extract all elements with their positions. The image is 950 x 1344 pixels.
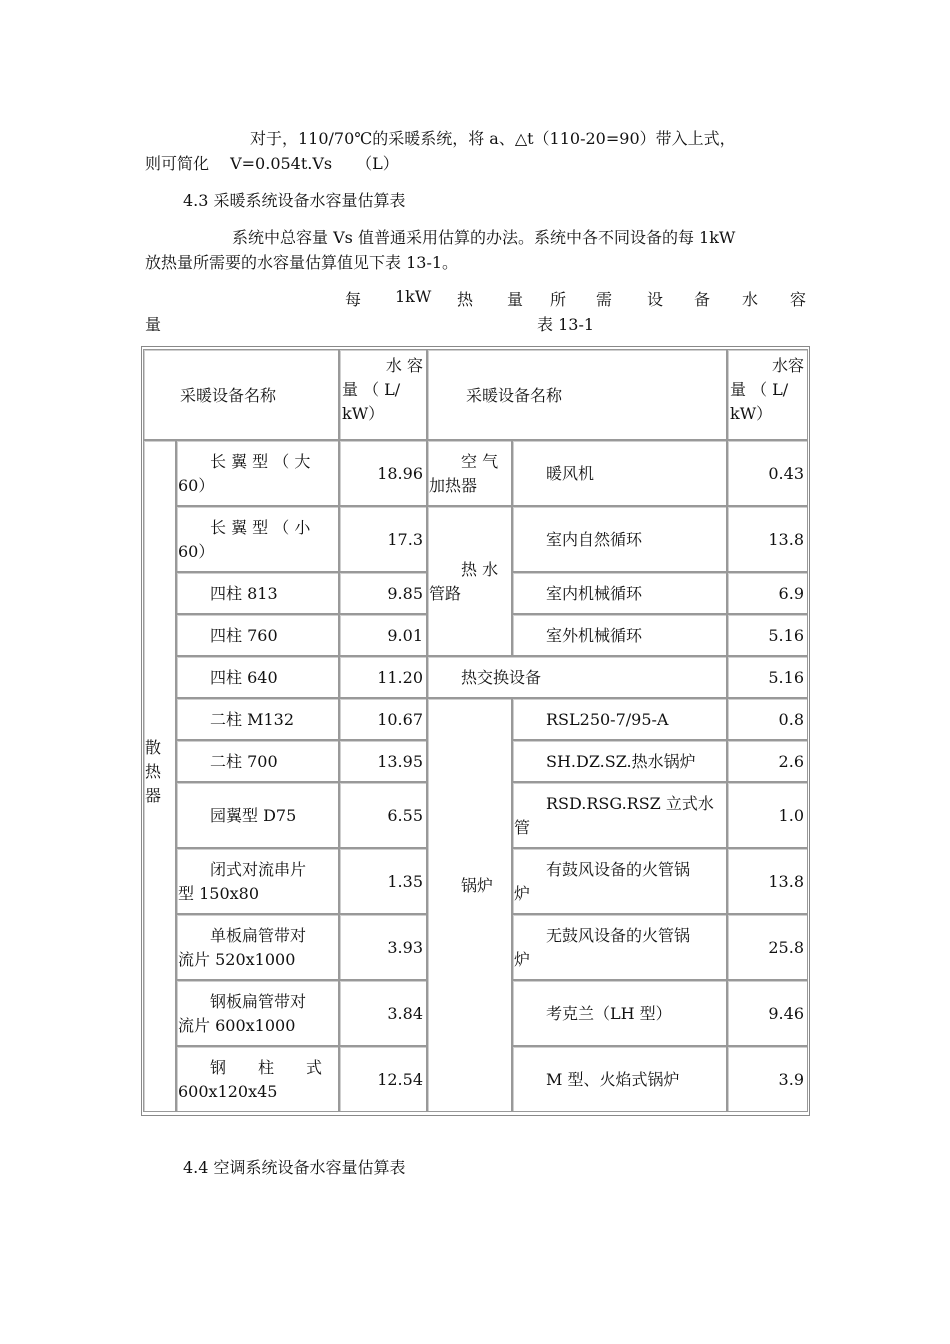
equipment-capacity-value: [727, 506, 808, 572]
radiator-capacity-value: [339, 614, 427, 656]
cell-value: 13.95: [377, 752, 423, 771]
group-radiator: [143, 440, 176, 1112]
cell-text-line: 钢 柱 式: [178, 1058, 323, 1077]
caption-char: 备: [694, 290, 711, 309]
group-label-char: 散: [145, 738, 162, 757]
header-label: kW）: [342, 404, 385, 423]
cell-text-line: 有鼓风设备的火管锅: [514, 860, 691, 879]
equipment-type-row: [512, 440, 727, 506]
radiator-type-row: [176, 656, 339, 698]
equipment-type-row: [512, 698, 727, 740]
radiator-capacity-value: [339, 980, 427, 1046]
radiator-type-row: [176, 914, 339, 980]
cell-value: 0.43: [768, 464, 804, 483]
equipment-capacity-value: [727, 740, 808, 782]
radiator-capacity-value: [339, 698, 427, 740]
header-label: 量 （ L/: [342, 380, 401, 399]
radiator-type-row: [176, 848, 339, 914]
radiator-type-row: [176, 980, 339, 1046]
cell-text-line: 室外机械循环: [514, 626, 643, 645]
cell-value: 11.20: [377, 668, 423, 687]
caption-char: 热: [457, 290, 474, 309]
intro-line-1: 对于，110/70℃的采暖系统，将 a、△t（110-20=90）带入上式，: [250, 129, 736, 148]
radiator-type-row: [176, 506, 339, 572]
cell-text-line: 型 150x80: [178, 884, 260, 903]
cell-text-line: RSL250-7/95-A: [514, 710, 669, 729]
cell-text-line: 钢板扁管带对: [178, 992, 307, 1011]
cell-value: 3.93: [387, 938, 423, 957]
cell-text-line: 二柱 M132: [178, 710, 295, 729]
cell-value: 17.3: [387, 530, 423, 549]
equipment-capacity-value: [727, 614, 808, 656]
equipment-capacity-value: [727, 698, 808, 740]
cell-text-line: 热 水: [429, 560, 499, 579]
cell-value: 25.8: [768, 938, 804, 957]
equipment-capacity-value: [727, 1046, 808, 1112]
cell-value: 13.8: [768, 872, 804, 891]
header-label: 水容: [771, 356, 804, 375]
cell-text-line: 管路: [429, 584, 462, 603]
caption-char: 容: [790, 290, 807, 309]
group-label: 锅炉: [429, 876, 494, 895]
caption-char: 水: [742, 290, 759, 309]
cell-value: 9.01: [387, 626, 423, 645]
cell-text-line: 二柱 700: [178, 752, 278, 771]
equipment-type-row: [512, 614, 727, 656]
cell-text-line: 600x120x45: [178, 1082, 278, 1101]
radiator-capacity-value: [339, 848, 427, 914]
radiator-capacity-value: [339, 506, 427, 572]
header-label: kW）: [730, 404, 773, 423]
equipment-capacity-value: [727, 572, 808, 614]
caption-char: 1kW: [395, 287, 432, 306]
caption-char: 所: [550, 290, 567, 309]
caption-char: 设: [647, 290, 664, 309]
cell-text-line: 长 翼 型 （ 小: [178, 518, 311, 537]
cell-value: 5.16: [768, 626, 804, 645]
cell-text-line: M 型、火焰式锅炉: [514, 1070, 680, 1089]
equipment-capacity-value: [727, 440, 808, 506]
cell-text-line: 四柱 760: [178, 626, 278, 645]
section-4-3-para-line-2: 放热量所需要的水容量估算值见下表 13-1。: [145, 253, 459, 272]
cell-text-line: 空 气: [429, 452, 499, 471]
equipment-type-row: [512, 848, 727, 914]
header-capacity-left: [339, 349, 427, 440]
cell-text-line: 四柱 640: [178, 668, 278, 687]
cell-text-line: 60）: [178, 542, 215, 561]
equipment-capacity-value: [727, 656, 808, 698]
section-4-4-heading: 4.4 空调系统设备水容量估算表: [183, 1158, 406, 1177]
cell-value: 6.55: [387, 806, 423, 825]
header-capacity-right: [727, 349, 808, 440]
equipment-capacity-value: [727, 782, 808, 848]
cell-value: 6.9: [778, 584, 804, 603]
radiator-capacity-value: [339, 572, 427, 614]
cell-text-line: 加热器: [429, 476, 478, 495]
cell-text-line: 考克兰（LH 型）: [514, 1004, 672, 1023]
radiator-type-row: [176, 614, 339, 656]
cell-value: 9.46: [768, 1004, 804, 1023]
group-boiler: [427, 698, 512, 1112]
equipment-type-row: [512, 572, 727, 614]
cell-text-line: SH.DZ.SZ.热水锅炉: [514, 752, 696, 771]
radiator-type-row: [176, 740, 339, 782]
group-heat-exchanger: [427, 656, 727, 698]
cell-value: 2.6: [778, 752, 804, 771]
section-4-3-para-line-1: 系统中总容量 Vs 值普通采用估算的办法。系统中各不同设备的每 1kW: [232, 228, 736, 247]
caption-char: 每: [345, 290, 362, 309]
cell-text-line: 室内机械循环: [514, 584, 643, 603]
radiator-capacity-value: [339, 914, 427, 980]
radiator-capacity-value: [339, 440, 427, 506]
cell-text-line: 流片 520x1000: [178, 950, 296, 969]
radiator-capacity-value: [339, 1046, 427, 1112]
table-caption-title-tail: 量: [145, 315, 162, 334]
cell-value: 10.67: [377, 710, 423, 729]
intro-line-2: 则可简化 V=0.054t.Vs （L）: [145, 154, 399, 173]
cell-text-line: RSD.RSG.RSZ 立式水: [514, 794, 714, 813]
equipment-type-row: [512, 914, 727, 980]
cell-value: 1.0: [778, 806, 804, 825]
cell-text-line: 管: [514, 818, 531, 837]
radiator-type-row: [176, 572, 339, 614]
cell-text-line: 炉: [514, 950, 531, 969]
radiator-capacity-value: [339, 740, 427, 782]
cell-value: 1.35: [387, 872, 423, 891]
radiator-capacity-value: [339, 782, 427, 848]
cell-value: 13.8: [768, 530, 804, 549]
equipment-type-row: [512, 506, 727, 572]
header-label: 采暖设备名称: [180, 385, 277, 405]
equipment-type-row: [512, 740, 727, 782]
section-4-3-heading: 4.3 采暖系统设备水容量估算表: [183, 191, 406, 210]
cell-text-line: 闭式对流串片: [178, 860, 307, 879]
cell-value: 12.54: [377, 1070, 423, 1089]
header-label: 采暖设备名称: [466, 385, 563, 405]
header-equipment-name-right: [427, 349, 727, 440]
cell-text-line: 60）: [178, 476, 215, 495]
cell-value: 9.85: [387, 584, 423, 603]
table-caption-number: 表 13-1: [537, 315, 595, 334]
group-label: 热交换设备: [429, 668, 542, 687]
cell-value: 18.96: [377, 464, 423, 483]
cell-value: 3.9: [778, 1070, 804, 1089]
cell-text-line: 暖风机: [514, 464, 595, 483]
cell-text-line: 四柱 813: [178, 584, 278, 603]
equipment-capacity-value: [727, 980, 808, 1046]
cell-text-line: 流片 600x1000: [178, 1016, 296, 1035]
radiator-capacity-value: [339, 656, 427, 698]
radiator-type-row: [176, 1046, 339, 1112]
cell-text-line: 单板扁管带对: [178, 926, 307, 945]
cell-value: 0.8: [778, 710, 804, 729]
cell-text-line: 长 翼 型 （ 大: [178, 452, 311, 471]
header-label: 量 （ L/: [730, 380, 789, 399]
equipment-type-row: [512, 980, 727, 1046]
equipment-capacity-value: [727, 914, 808, 980]
cell-value: 3.84: [387, 1004, 423, 1023]
equipment-type-row: [512, 782, 727, 848]
caption-char: 需: [596, 290, 613, 309]
radiator-type-row: [176, 698, 339, 740]
header-label: 水 容: [385, 356, 423, 375]
group-air-heater: [427, 440, 512, 506]
cell-text-line: 室内自然循环: [514, 530, 643, 549]
equipment-capacity-value: [727, 848, 808, 914]
group-label-char: 器: [145, 786, 162, 805]
group-label-char: 热: [145, 762, 162, 781]
cell-text-line: 无鼓风设备的火管锅: [514, 926, 691, 945]
header-equipment-name-left: [143, 349, 339, 440]
caption-char: 量: [507, 290, 524, 309]
cell-text-line: 炉: [514, 884, 531, 903]
cell-value: 5.16: [768, 668, 804, 687]
cell-text-line: 园翼型 D75: [178, 806, 297, 825]
group-hot-water-pipe: [427, 506, 512, 656]
radiator-type-row: [176, 440, 339, 506]
equipment-type-row: [512, 1046, 727, 1112]
radiator-type-row: [176, 782, 339, 848]
